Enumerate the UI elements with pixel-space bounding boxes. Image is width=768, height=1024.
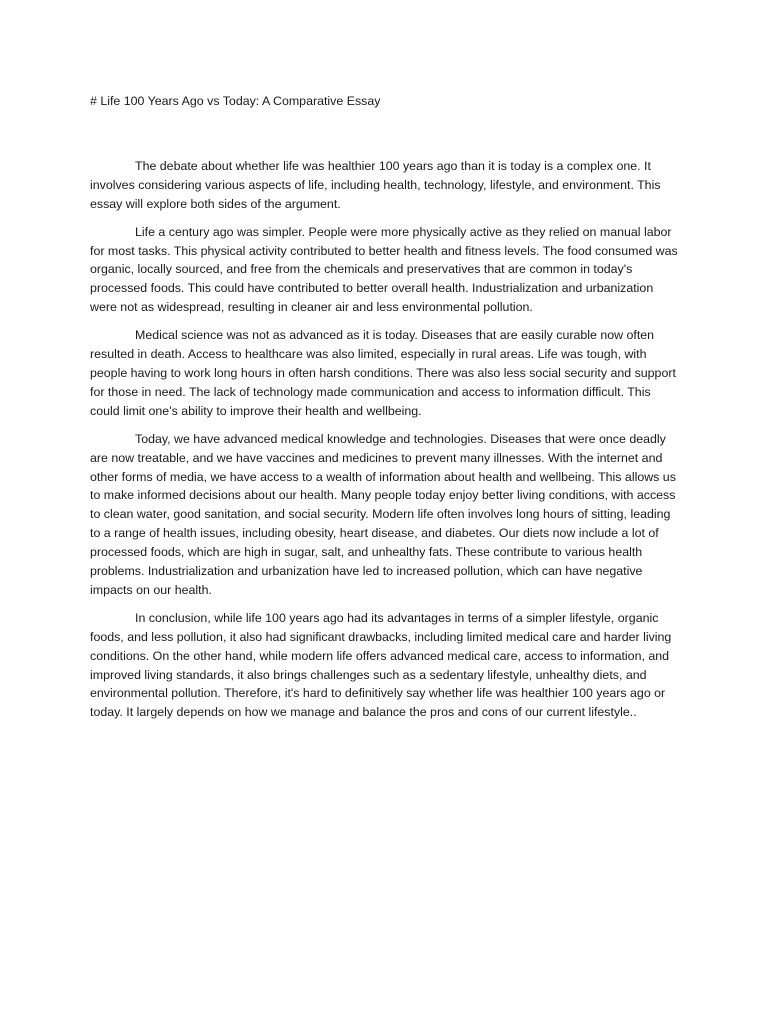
paragraph-today: Today, we have advanced medical knowledge and technologies. Diseases that were once deadly are now treatable, and we have vaccines and medicines to prevent many illnesses. With the internet and other forms of media, we have access to a wealth of information about health and wellbeing. This allows us to make informed decisions about our health. Many people today enjoy better living conditions, with access to clean water, good sanitation, and social security. Modern life often involves long hours of sitting, leading to a range of health issues, including obesity, heart disease, and diabetes. Our diets now include a lot of processed foods, which are high in sugar, salt, and unhealthy fats. These contribute to various health problems. Industrialization and urbanization have led to increased pollution, which can have negative impacts on our health. — [90, 431, 676, 597]
document-title: # Life 100 Years Ago vs Today: A Comparative Essay — [90, 94, 381, 108]
document-body — [90, 92, 680, 731]
paragraph-century-ago: Life a century ago was simpler. People were more physically active as they relied on manual labor for most tasks. This physical activity contributed to better health and fitness levels. The food consumed was organic, locally sourced, and free from the chemicals and preservatives that are common in today's processed foods. This could have contributed to better overall health. Industrialization and urbanization were not as widespread, resulting in cleaner air and less environmental pollution. — [90, 224, 678, 315]
paragraph-medical-past: Medical science was not as advanced as it is today. Diseases that are easily curable now often resulted in death. Access to healthcare was also limited, especially in rural areas. Life was tough, with people having to work long hours in often harsh conditions. There was also less social security and support for those in need. The lack of technology made communication and access to information difficult. This could limit one's ability to improve their health and wellbeing. — [90, 328, 676, 418]
paragraph-introduction: The debate about whether life was healthier 100 years ago than it is today is a complex one. It involves considering various aspects of life, including health, technology, lifestyle, and environment. This essay will explore both sides of the argument. — [90, 158, 661, 211]
paragraph-conclusion: In conclusion, while life 100 years ago had its advantages in terms of a simpler lifestyle, organic foods, and less pollution, it also had significant drawbacks, including limited medical care and harder living conditions. On the other hand, while modern life offers advanced medical care, access to information, and improved living standards, it also brings challenges such as a sedentary lifestyle, unhealthy diets, and environmental pollution. Therefore, it's hard to definitively say whether life was healthier 100 years ago or today. It largely depends on how we manage and balance the pros and cons of our current lifestyle.. — [90, 610, 672, 720]
